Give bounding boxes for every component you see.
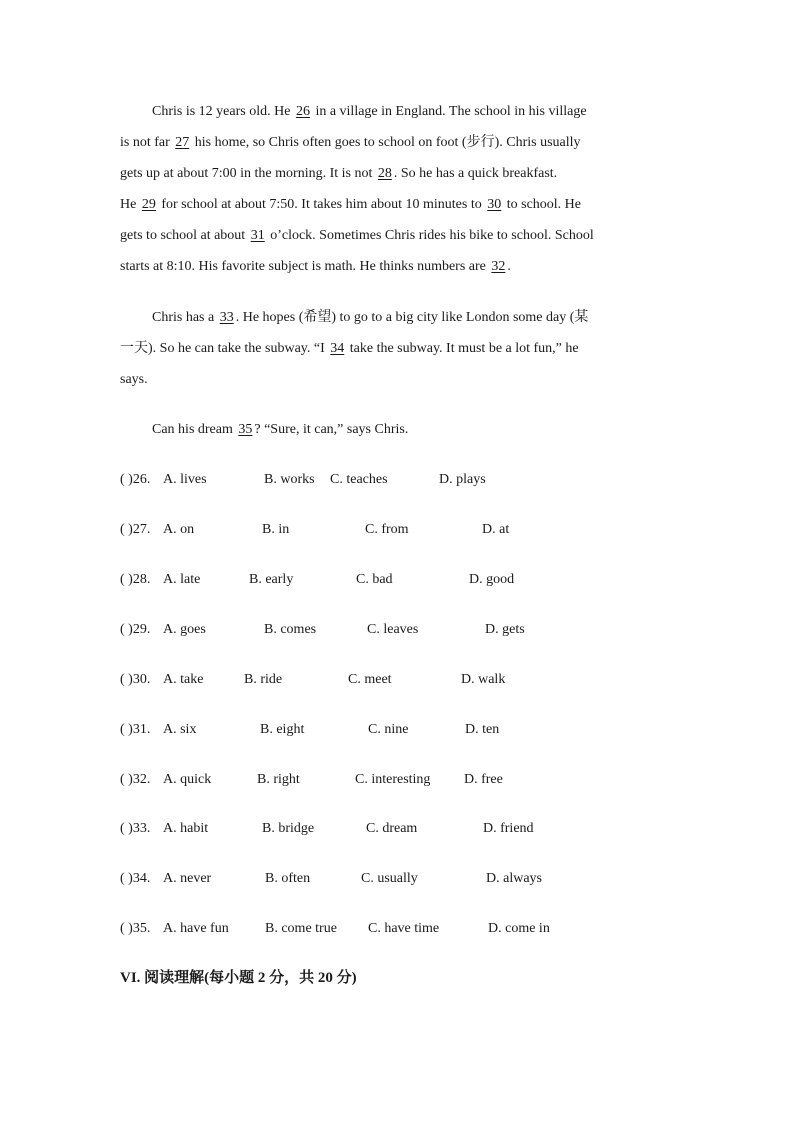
- option-a: A. lives: [163, 472, 207, 487]
- option-a: A. take: [163, 672, 204, 687]
- blank-30: 30: [487, 197, 502, 212]
- blank-27: 27: [175, 135, 190, 150]
- question-number: ( )34.: [120, 871, 151, 886]
- passage-text: Chris has a: [152, 310, 218, 325]
- passage-text: Chris is 12 years old. He: [152, 104, 294, 119]
- question-number: ( )26.: [120, 472, 151, 487]
- passage-line: [120, 257, 680, 277]
- option-c: C. from: [365, 522, 409, 537]
- option-c: C. nine: [368, 722, 409, 737]
- option-b: B. in: [262, 522, 290, 537]
- option-a: A. quick: [163, 772, 212, 787]
- option-b: B. come true: [265, 921, 337, 936]
- option-d: D. plays: [439, 472, 486, 487]
- option-b: B. right: [257, 772, 300, 787]
- question-number: ( )29.: [120, 622, 151, 637]
- passage-text: take the subway. It must be a lot fun,” he: [346, 341, 579, 356]
- option-c: C. meet: [348, 672, 392, 687]
- option-d: D. come in: [488, 921, 550, 936]
- blank-34: 34: [330, 341, 345, 356]
- blank-29: 29: [141, 197, 156, 212]
- option-c: C. leaves: [367, 622, 419, 637]
- passage-text: in a village in England. The school in his village: [311, 104, 587, 119]
- question-number: ( )27.: [120, 522, 151, 537]
- passage-text: says.: [120, 372, 148, 387]
- passage-text: 一天). So he can take the subway. “I: [120, 341, 329, 356]
- option-a: A. on: [163, 522, 195, 537]
- passage-text: gets up at about 7:00 in the morning. It is not: [120, 166, 376, 181]
- passage-text: ? “Sure, it can,” says Chris.: [254, 422, 409, 437]
- passage-line: [120, 164, 680, 184]
- option-d: D. walk: [461, 672, 506, 687]
- blank-31: 31: [250, 228, 265, 243]
- blank-28: 28: [377, 166, 392, 181]
- passage-line: [120, 308, 712, 328]
- section-heading: VI. 阅读理解(每小题 2 分，共 20 分): [120, 970, 357, 986]
- option-a: A. goes: [163, 622, 206, 637]
- blank-35: 35: [238, 422, 253, 437]
- option-c: C. dream: [366, 821, 418, 836]
- question-number: ( )35.: [120, 921, 151, 936]
- question-number: ( )30.: [120, 672, 151, 687]
- option-d: D. gets: [485, 622, 525, 637]
- option-a: A. have fun: [163, 921, 229, 936]
- passage-text: He: [120, 197, 140, 212]
- option-a: A. habit: [163, 821, 209, 836]
- passage-text: o’clock. Sometimes Chris rides his bike to school. School: [266, 228, 594, 243]
- option-b: B. often: [265, 871, 311, 886]
- option-c: C. have time: [368, 921, 440, 936]
- option-d: D. free: [464, 772, 503, 787]
- question-number: ( )32.: [120, 772, 151, 787]
- passage-line: [120, 133, 680, 153]
- blank-33: 33: [219, 310, 234, 325]
- passage-line: [120, 226, 680, 246]
- question-number: ( )33.: [120, 821, 151, 836]
- question-number: ( )31.: [120, 722, 151, 737]
- passage-line: [120, 420, 712, 440]
- option-b: B. works: [264, 472, 315, 487]
- option-b: B. eight: [260, 722, 305, 737]
- passage-line: [120, 102, 712, 122]
- option-b: B. early: [249, 572, 294, 587]
- blank-32: 32: [491, 259, 506, 274]
- passage-line: [120, 370, 680, 390]
- passage-text: gets to school at about: [120, 228, 249, 243]
- passage-text: his home, so Chris often goes to school on foot (步行). Chris usually: [191, 135, 581, 150]
- passage-text: to school. He: [503, 197, 581, 212]
- option-b: B. bridge: [262, 821, 315, 836]
- option-a: A. late: [163, 572, 201, 587]
- passage-text: starts at 8:10. His favorite subject is math. He thinks numbers are: [120, 259, 490, 274]
- passage-text: .: [507, 259, 511, 274]
- question-number: ( )28.: [120, 572, 151, 587]
- option-d: D. ten: [465, 722, 500, 737]
- option-c: C. interesting: [355, 772, 431, 787]
- passage-text: Can his dream: [152, 422, 237, 437]
- blank-26: 26: [295, 104, 310, 119]
- option-c: C. teaches: [330, 472, 388, 487]
- option-b: B. ride: [244, 672, 283, 687]
- passage-text: is not far: [120, 135, 174, 150]
- option-d: D. always: [486, 871, 542, 886]
- option-c: C. bad: [356, 572, 393, 587]
- option-b: B. comes: [264, 622, 317, 637]
- passage-line: [120, 339, 680, 359]
- passage-text: for school at about 7:50. It takes him about 10 minutes to: [157, 197, 486, 212]
- option-a: A. six: [163, 722, 197, 737]
- option-d: D. good: [469, 572, 515, 587]
- passage-line: [120, 195, 680, 215]
- option-a: A. never: [163, 871, 212, 886]
- passage-text: . He hopes (希望) to go to a big city like London some day (某: [235, 310, 589, 325]
- option-c: C. usually: [361, 871, 418, 886]
- option-d: D. friend: [483, 821, 534, 836]
- option-d: D. at: [482, 522, 510, 537]
- passage-text: . So he has a quick breakfast.: [393, 166, 558, 181]
